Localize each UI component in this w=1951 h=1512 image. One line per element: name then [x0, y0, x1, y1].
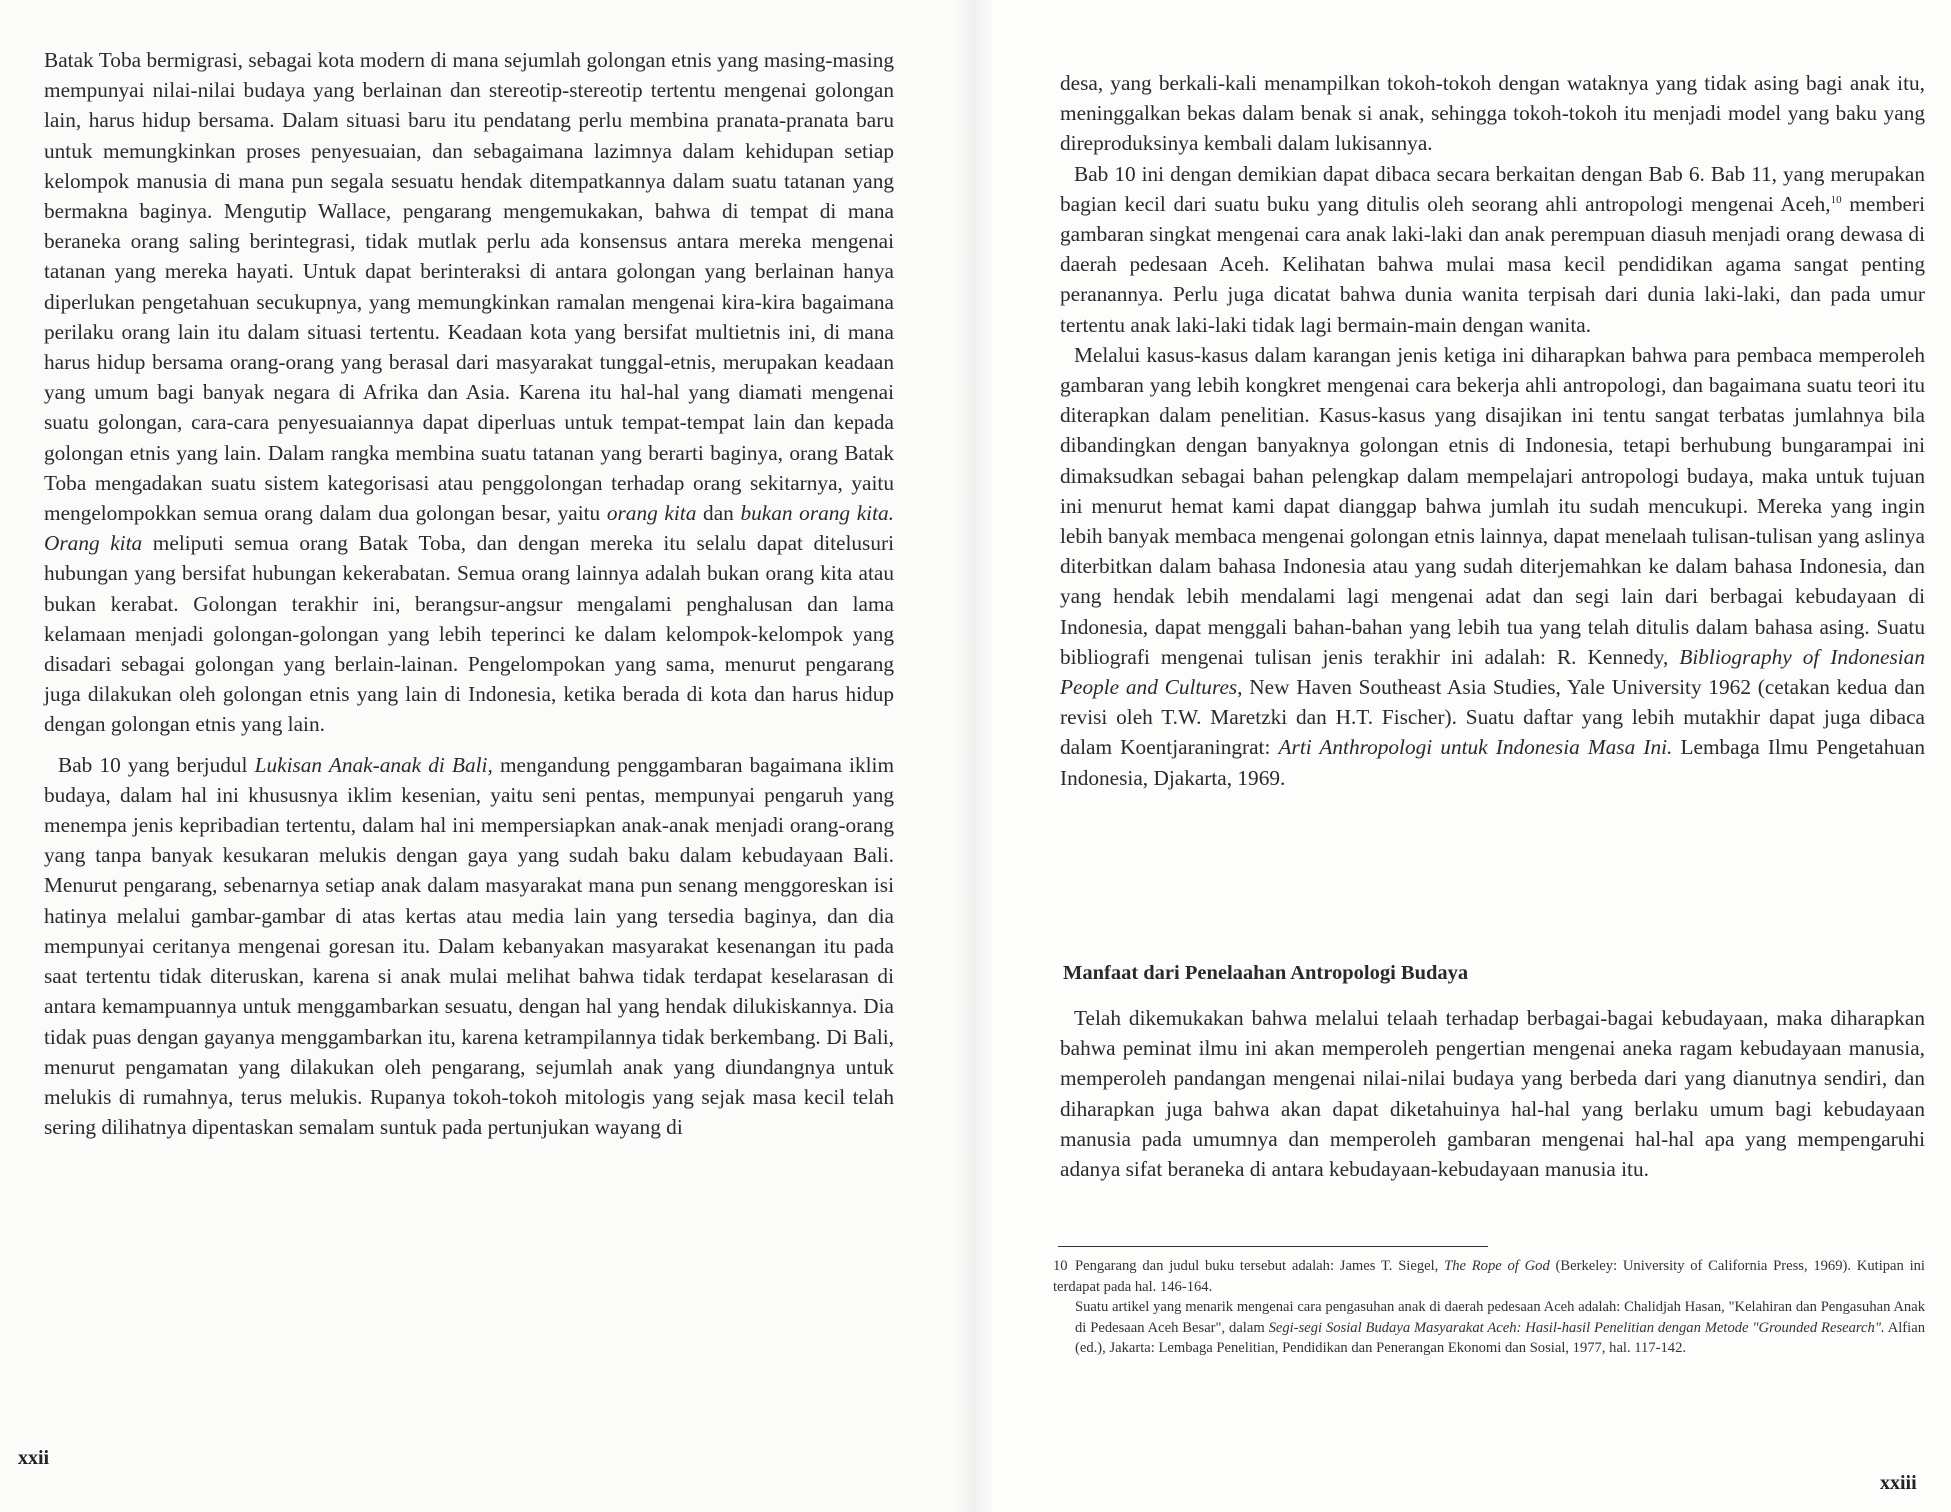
book-gutter: [955, 0, 995, 1512]
footnote-1: 10 Pengarang dan judul buku tersebut adalah: James T. Siegel, The Rope of God (Berkeley: University of California Press, 1969). Kutipan ini terdapat pada hal. 146-164.: [1053, 1258, 1925, 1295]
section-heading: Manfaat dari Penelaahan Antropologi Budaya: [1063, 962, 1469, 984]
right-page-number: xxiii: [1880, 1472, 1917, 1494]
left-page: [0, 0, 975, 1512]
left-paragraph-2: Bab 10 yang berjudul Lukisan Anak-anak di Bali, mengandung penggambaran bagaimana iklim budaya, dalam hal ini khususnya iklim kesenian, yaitu seni pentas, mempunyai pengaruh yang menempa jenis kepribadian tertentu, dalam hal ini mempersiapkan anak-anak menjadi orang-orang yang tanpa banyak kesukaran melukis dengan gaya yang sudah baku dalam kebudayaan Bali. Menurut pengarang, sebenarnya setiap anak dalam masyarakat mana pun senang menggoreskan isi hatinya melalui gambar-gambar di atas kertas atau media lain yang tersedia baginya, dan dia mempunyai ceritanya mengenai goresan itu. Dalam kebanyakan masyarakat kesenangan itu pada saat tertentu tidak diteruskan, karena si anak mulai melihat bahwa tidak terdapat keselarasan di antara kemampuannya untuk menggambarkan sesuatu, dengan hal yang hendak dilukiskannya. Dia tidak puas dengan gayanya menggambarkan itu, karena ketrampilannya tidak berkembang. Di Bali, menurut pengamatan yang dilakukan oleh pengarang, sejumlah anak yang diundangnya untuk melukis di rumahnya, terus melukis. Rupanya tokoh-tokoh mitologis yang sejak masa kecil telah sering dilihatnya dipentaskan semalam suntuk pada pertunjukan wayang di: [44, 752, 895, 1140]
left-page-number: xxii: [18, 1447, 50, 1469]
right-paragraph-3: Melalui kasus-kasus dalam karangan jenis ketiga ini diharapkan bahwa para pembaca memperoleh gambaran yang lebih kongkret mengenai cara bekerja ahli antropologi, dan bagaimana suatu teori itu diterapkan dalam penelitian. Kasus-kasus yang disajikan ini tentu sangat terbatas jumlahnya bila dibandingkan dengan banyaknya golongan etnis di Indonesia, tetapi berhubung bungarampai ini dimaksudkan sebagai bahan pelengkap dalam mempelajari antropologi budaya, maka untuk tujuan ini menurut hemat kami dapat dianggap bahwa jumlah itu sudah mencukupi. Mereka yang ingin lebih banyak membaca mengenai golongan etnis lainnya, dapat menelaah tulisan-tulisan yang aslinya diterbitkan dalam bahasa Indonesia atau yang sudah diterjemahkan ke dalam bahasa Indonesia, dan yang hendak lebih mendalami lagi mengenai adat dan segi lain dari berbagai kebudayaan di Indonesia, dapat menggali bahan-bahan yang lebih tua yang telah ditulis dalam bahasa asing. Suatu bibliografi mengenai tulisan jenis terakhir ini adalah: R. Kennedy, Bibliography of Indonesian People and Cultures, New Haven Southeast Asia Studies, Yale University 1962 (cetakan kedua dan revisi oleh T.W. Maretzki dan H.T. Fischer). Suatu daftar yang lebih mutakhir dapat juga dibaca dalam Koentjaraningrat: Arti Anthropologi untuk Indonesia Masa Ini. Lembaga Ilmu Pengetahuan Indonesia, Djakarta, 1969.: [1060, 342, 1926, 790]
footnote-1-continued: Suatu artikel yang menarik mengenai cara pengasuhan anak di daerah pedesaan Aceh adalah: Chalidjah Hasan, "Kelahiran dan Pengasuhan Anak di Pedesaan Aceh Besar", dalam Segi-segi Sosial Budaya Masyarakat Aceh: Hasil-hasil Penelitian dengan Metode "Grounded Research". Alfian (ed.), Jakarta: Lembaga Penelitian, Pendidikan dan Penerangan Ekonomi dan Sosial, 1977, hal. 117-142.: [1075, 1299, 1925, 1357]
right-body-text-2: [1060, 1003, 1925, 1184]
left-paragraph-1: Batak Toba bermigrasi, sebagai kota modern di mana sejumlah golongan etnis yang masing-masing mempunyai nilai-nilai budaya yang berlainan dan stereotip-stereotip tertentu mengenai golongan lain, harus hidup bersama. Dalam situasi baru itu pendatang perlu membina pranata-pranata baru untuk memungkinkan proses penyesuaian, dan sebagaimana lazimnya dalam kehidupan setiap kelompok manusia di mana pun segala sesuatu hendak ditempatkannya dalam suatu tatanan yang bermakna baginya. Mengutip Wallace, pengarang mengemukakan, bahwa di tempat di mana beraneka orang saling berintegrasi, tidak mutlak perlu ada konsensus antara mereka mengenai tatanan yang mereka hayati. Untuk dapat berinteraksi di antara golongan yang berlainan hanya diperlukan pengetahuan secukupnya, yang memungkinkan ramalan mengenai kira-kira bagaimana perilaku orang lain itu dalam situasi tertentu. Keadaan kota yang bersifat multietnis ini, di mana harus hidup bersama orang-orang yang berasal dari masyarakat tunggal-etnis, merupakan keadaan yang umum bagi banyak negara di Afrika dan Asia. Karena itu hal-hal yang diamati mengenai suatu golongan, cara-cara penyesuaiannya dapat diperluas untuk tempat-tempat lain dan kepada golongan etnis yang lain. Dalam rangka membina suatu tatanan yang berarti baginya, orang Batak Toba mengadakan suatu sistem kategorisasi atau penggolongan terhadap orang sekitarnya, yaitu mengelompokkan semua orang dalam dua golongan besar, yaitu orang kita dan bukan orang kita. Orang kita meliputi semua orang Batak Toba, dan dengan mereka itu selalu dapat ditelusuri hubungan yang bersifat hubungan kekerabatan. Semua orang lainnya adalah bukan orang kita atau bukan kerabat. Golongan terakhir ini, berangsur-angsur mengalami penghalusan dan lama kelamaan menjadi golongan-golongan yang lebih teperinci ke dalam kelompok-kelompok yang disadari sebagai golongan yang berlain-lainan. Pengelompokan yang sama, menurut pengarang juga dilakukan oleh golongan etnis yang lain di Indonesia, ketika berada di kota dan harus hidup dengan golongan etnis yang lain.: [44, 48, 895, 737]
left-body-text: [44, 45, 894, 1142]
footnote-rule: [1058, 1246, 1488, 1247]
right-paragraph-4: Telah dikemukakan bahwa melalui telaah terhadap berbagai-bagai kebudayaan, maka diharapkan bahwa peminat ilmu ini akan memperoleh pengertian mengenai aneka ragam kebudayaan manusia, memperoleh pandangan mengenai nilai-nilai budaya yang berbeda dari yang dianutnya sendiri, dan diharapkan juga bahwa akan dapat diketahuinya hal-hal yang berlaku umum bagi kebudayaan manusia pada umumnya dan memperoleh gambaran mengenai hal-hal apa yang mempengaruhi adanya sifat beraneka di antara kebudayaan-kebudayaan manusia itu.: [1060, 1006, 1925, 1182]
right-paragraph-1: desa, yang berkali-kali menampilkan tokoh-tokoh dengan wataknya yang tidak asing bagi anak itu, meninggalkan bekas dalam benak si anak, sehingga tokoh-tokoh itu menjadi model yang baku yang direproduksinya kembali dalam lukisannya.: [1060, 71, 1925, 156]
right-body-text: [1060, 68, 1925, 793]
footnote-ref: 10: [1830, 193, 1842, 206]
footnotes: [1053, 1256, 1925, 1359]
right-paragraph-2: Bab 10 ini dengan demikian dapat dibaca secara berkaitan dengan Bab 6. Bab 11, yang merupakan bagian kecil dari suatu buku yang ditulis oleh seorang ahli antropologi mengenai Aceh,$^{10}$ memberi gambaran singkat mengenai cara anak laki-laki dan anak perempuan diasuh menjadi orang dewasa di daerah pedesaan Aceh. Kelihatan bahwa mulai masa kecil pendidikan agama sangat penting peranannya. Perlu juga dicatat bahwa dunia wanita terpisah dari dunia laki-laki, dan pada umur tertentu anak laki-laki tidak lagi bermain-main dengan wanita.: [1060, 161, 1925, 337]
